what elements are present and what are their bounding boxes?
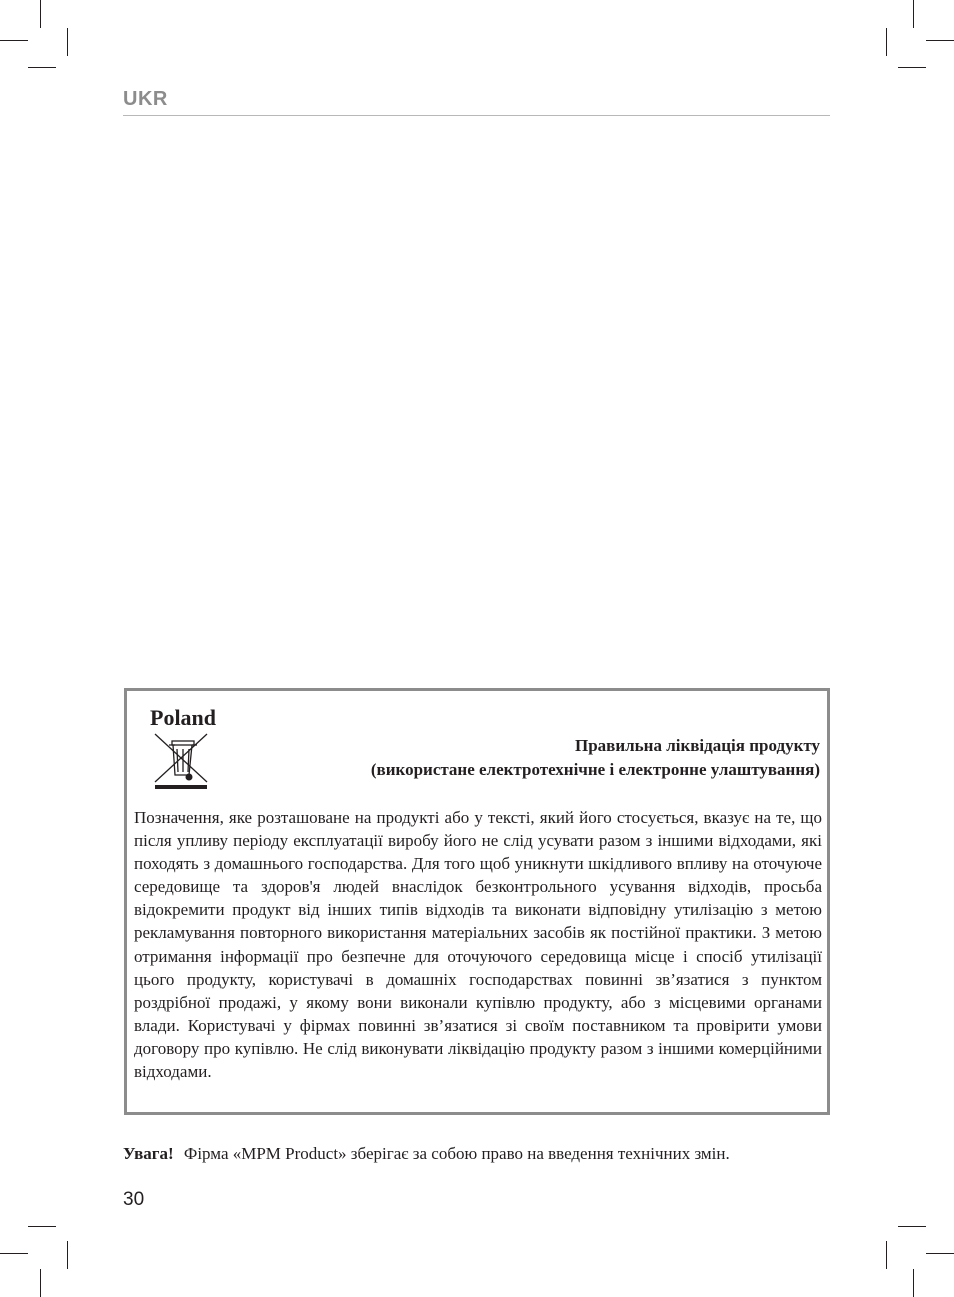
country-label: Poland [150, 705, 217, 730]
crop-mark [926, 1253, 954, 1254]
crop-mark [0, 40, 28, 41]
crop-mark [67, 28, 68, 56]
crop-mark [898, 67, 926, 68]
crop-mark [886, 28, 887, 56]
disposal-body-text: Позначення, яке розташоване на продукті або у тексті, який його стосується, вказує на те, що після упливу періоду експлуатації виробу його не слід усувати разом з іншими відходами, які походять з домашнього господарства. Для того щоб уникнути шкідливого впливу на оточуюче середовище та здоров'я людей внаслідок безконтрольного усування відходів, просьба відокремити продукт від інших типів відходів та виконати відповідну утилізацію з метою рекламування повторного використання матеріальних засобів як постійної практики. З метою отримання інформації про безпечне для оточуючого середовища місце і спосіб утилізації цього продукту, користувачі в домашніх господарствах повинні зв’язатися з пунктом роздрібної продажі, у якому вони виконали купівлю продукту, або з місцевими органами влади. Користувачі у фірмах повинні зв’язатися зі своїм поставником та провірити умови договору про купівлю. Не слід виконувати ліквідацію продукту разом з іншими комерційними відходами. [134, 808, 822, 1082]
notice-text: Фірма «MPM Product» зберігає за собою право на введення технічних змін. [183, 1144, 730, 1163]
crop-mark [28, 1226, 56, 1227]
crop-mark [28, 67, 56, 68]
disposal-title: Правильна ліквідація продукту [574, 736, 820, 755]
header-divider [123, 115, 830, 116]
crop-mark [40, 0, 41, 28]
crop-mark [67, 1241, 68, 1269]
page-number: 30 [123, 1189, 145, 1210]
crop-mark [886, 1241, 887, 1269]
crop-mark [898, 1226, 926, 1227]
crop-mark [913, 0, 914, 28]
crop-mark [913, 1269, 914, 1297]
language-label: UKR [123, 88, 168, 110]
crop-mark [40, 1269, 41, 1297]
disposal-info-box [124, 688, 830, 1115]
crop-mark [0, 1253, 28, 1254]
disposal-heading [371, 734, 820, 782]
crossed-out-wheelie-bin-icon [152, 731, 210, 789]
notice-label: Увага! [123, 1144, 174, 1163]
disposal-subtitle: (використане електротехнічне і електронне улаштування) [370, 760, 820, 779]
notice-line [123, 1142, 833, 1166]
crop-mark [926, 40, 954, 41]
